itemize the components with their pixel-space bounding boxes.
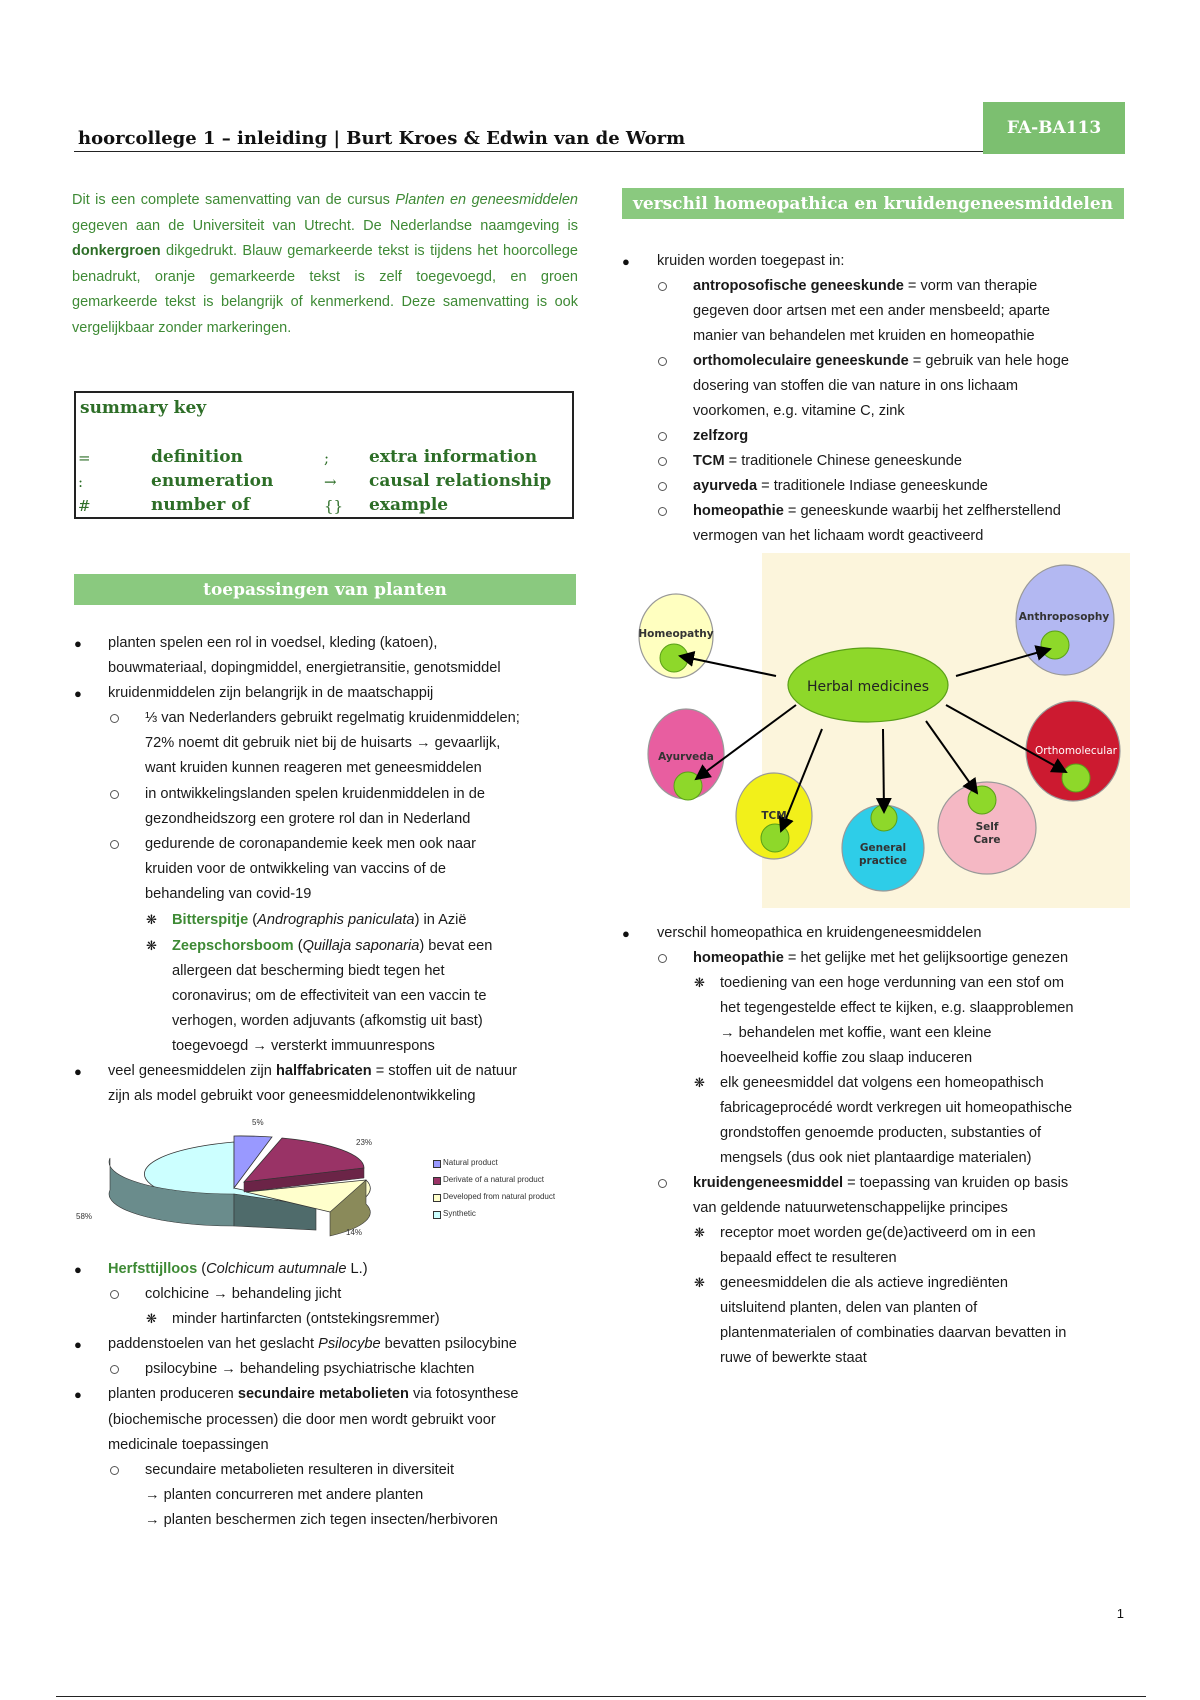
legend-label: Synthetic bbox=[443, 1209, 476, 1218]
summary-key-title: summary key bbox=[80, 398, 207, 418]
key-symbol: = bbox=[78, 449, 91, 467]
dot-homeopathy bbox=[660, 644, 688, 672]
star-bullet: ❋ bbox=[694, 1075, 705, 1090]
sub-bullet bbox=[658, 357, 667, 366]
text-line: → planten beschermen zich tegen insecten/herbivoren bbox=[145, 1512, 498, 1528]
pie-label: 5% bbox=[252, 1118, 264, 1127]
header-rule bbox=[74, 151, 1124, 152]
label-orthomolecular: Orthomolecular bbox=[1035, 745, 1117, 757]
text-line: minder hartinfarcten (ontstekingsremmer) bbox=[172, 1311, 440, 1327]
legend-swatch bbox=[433, 1177, 441, 1185]
bullet: ● bbox=[74, 1337, 82, 1352]
text-line: psilocybine → behandeling psychiatrische klachten bbox=[145, 1361, 475, 1377]
text-line: behandeling van covid-19 bbox=[145, 886, 312, 902]
key-label: number of bbox=[151, 495, 250, 515]
text-line: want kruiden kunnen reageren met geneesmiddelen bbox=[145, 760, 482, 776]
text-line: grondstoffen genoemde producten, substanties of bbox=[720, 1125, 1042, 1141]
text-line: gegeven door artsen met een ander mensbeeld; aparte bbox=[693, 303, 1050, 319]
dot-orthomolecular bbox=[1062, 764, 1090, 792]
star-bullet: ❋ bbox=[694, 1275, 705, 1290]
key-label: extra information bbox=[369, 447, 538, 467]
text-line: gedurende de coronapandemie keek men ook naar bbox=[145, 836, 477, 852]
sub-bullet bbox=[110, 840, 119, 849]
legend-swatch bbox=[433, 1211, 441, 1219]
label-homeopathy: Homeopathy bbox=[638, 628, 714, 640]
label-general: General bbox=[859, 842, 907, 854]
text-line: → behandelen met koffie, want een kleine bbox=[720, 1025, 992, 1041]
bullet: ● bbox=[622, 926, 630, 941]
bullet: ● bbox=[74, 1064, 82, 1079]
legend-label: Derivate of a natural product bbox=[443, 1175, 544, 1184]
text-line: ruwe of bewerkte staat bbox=[720, 1350, 867, 1366]
sub-bullet bbox=[658, 507, 667, 516]
text-line: verhogen, worden adjuvants (afkomstig uit bast) bbox=[172, 1013, 483, 1029]
key-label: enumeration bbox=[151, 471, 274, 491]
text-line: orthomoleculaire geneeskunde = gebruik van hele hoge bbox=[693, 353, 1069, 369]
legend-swatch bbox=[433, 1160, 441, 1168]
star-bullet: ❋ bbox=[146, 912, 157, 927]
text-line: voorkomen, e.g. vitamine C, zink bbox=[693, 403, 905, 419]
bullet: ● bbox=[622, 254, 630, 269]
legend-label: Developed from natural product bbox=[443, 1192, 556, 1201]
bullet: ● bbox=[74, 636, 82, 651]
sub-bullet bbox=[110, 1365, 119, 1374]
star-bullet: ❋ bbox=[694, 975, 705, 990]
key-symbol: # bbox=[78, 497, 91, 515]
text-line: dosering van stoffen die van nature in ons lichaam bbox=[693, 378, 1019, 394]
text-line: homeopathie = geneeskunde waarbij het zelfherstellend bbox=[693, 503, 1061, 519]
text-line: medicinale toepassingen bbox=[108, 1437, 269, 1453]
bullet: ● bbox=[74, 1262, 82, 1277]
dot-tcm bbox=[761, 824, 789, 852]
sub-bullet bbox=[658, 482, 667, 491]
footer-rule bbox=[56, 1696, 1146, 1697]
text-line: plantenmaterialen of combinaties daarvan bevatten in bbox=[720, 1325, 1067, 1341]
sub-bullet bbox=[658, 1179, 667, 1188]
text-line: ⅓ van Nederlanders gebruikt regelmatig kruidenmiddelen; bbox=[145, 710, 520, 726]
text-line: 72% noemt dit gebruik niet bij de huisarts → gevaarlijk, bbox=[145, 735, 501, 751]
text-line: allergeen dat bescherming biedt tegen het bbox=[172, 963, 445, 979]
text-line: ayurveda = traditionele Indiase geneeskunde bbox=[693, 478, 988, 494]
text-line: elk geneesmiddel dat volgens een homeopathisch bbox=[720, 1075, 1044, 1091]
sub-bullet bbox=[110, 1290, 119, 1299]
sub-bullet bbox=[658, 457, 667, 466]
text-line: veel geneesmiddelen zijn halffabricaten = stoffen uit de natuur bbox=[108, 1063, 518, 1079]
text-line: het tegengestelde effect te kijken, e.g. slaapproblemen bbox=[720, 1000, 1074, 1016]
label-tcm: TCM bbox=[761, 810, 787, 822]
text-line: Herfsttijlloos (Colchicum autumnale L.) bbox=[108, 1261, 368, 1277]
pie-label: 58% bbox=[76, 1212, 93, 1221]
dot-ayurveda bbox=[674, 772, 702, 800]
text-line: in ontwikkelingslanden spelen kruidenmiddelen in de bbox=[145, 786, 485, 802]
text-line: Zeepschorsboom (Quillaja saponaria) bevat een bbox=[172, 938, 493, 954]
text-line: manier van behandelen met kruiden en homeopathie bbox=[693, 328, 1035, 344]
text-line: kruidenmiddelen zijn belangrijk in de maatschappij bbox=[108, 685, 434, 701]
text-line: hoeveelheid koffie zou slaap induceren bbox=[720, 1050, 973, 1066]
legend-swatch bbox=[433, 1194, 441, 1202]
label-self: Self bbox=[975, 821, 999, 833]
arrow-general-practice bbox=[883, 729, 884, 812]
text-line: zijn als model gebruikt voor geneesmiddelenontwikkeling bbox=[108, 1088, 476, 1104]
text-line: antroposofische geneeskunde = vorm van therapie bbox=[693, 278, 1038, 294]
sub-bullet bbox=[658, 954, 667, 963]
key-symbol: {} bbox=[324, 497, 344, 515]
document-title: hoorcollege 1 – inleiding | Burt Kroes & Edwin van de Worm bbox=[78, 128, 686, 149]
text-line: TCM = traditionele Chinese geneeskunde bbox=[693, 453, 962, 469]
key-symbol: → bbox=[324, 473, 337, 491]
section-title-verschil: verschil homeopathica en kruidengeneesmiddelen bbox=[622, 188, 1124, 219]
sub-bullet bbox=[110, 790, 119, 799]
herbal-medicines-diagram bbox=[634, 553, 1130, 908]
label-care: Care bbox=[973, 834, 1001, 846]
star-bullet: ❋ bbox=[146, 938, 157, 953]
label-herbal-medicines: Herbal medicines bbox=[806, 679, 930, 695]
text-line: toegevoegd → versterkt immuunrespons bbox=[172, 1038, 435, 1054]
text-line: coronavirus; om de effectiviteit van een vaccin te bbox=[172, 988, 487, 1004]
text-line: homeopathie = het gelijke met het gelijksoortige genezen bbox=[693, 950, 1069, 966]
bullet: ● bbox=[74, 686, 82, 701]
sub-bullet bbox=[110, 1466, 119, 1475]
text-line: bepaald effect te resulteren bbox=[720, 1250, 897, 1266]
key-label: example bbox=[369, 495, 449, 515]
sub-bullet bbox=[658, 432, 667, 441]
label-ayurveda: Ayurveda bbox=[658, 751, 714, 763]
text-line: kruiden voor de ontwikkeling van vaccins of de bbox=[145, 861, 446, 877]
key-label: causal relationship bbox=[369, 471, 552, 491]
text-line: secundaire metabolieten resulteren in diversiteit bbox=[145, 1462, 455, 1478]
text-line: toediening van een hoge verdunning van een stof om bbox=[720, 975, 1065, 991]
star-bullet: ❋ bbox=[146, 1311, 157, 1326]
text-line: kruidengeneesmiddel = toepassing van kruiden op basis bbox=[693, 1175, 1069, 1191]
text-line: planten spelen een rol in voedsel, kleding (katoen), bbox=[108, 635, 438, 651]
pie-label: 14% bbox=[346, 1228, 363, 1237]
text-line: kruiden worden toegepast in: bbox=[657, 253, 845, 269]
dot-self-care bbox=[968, 786, 996, 814]
key-symbol: : bbox=[78, 473, 84, 491]
text-line: verschil homeopathica en kruidengeneesmiddelen bbox=[657, 925, 982, 941]
text-line: → planten concurreren met andere planten bbox=[145, 1487, 424, 1503]
text-line: (biochemische processen) die door men wordt gebruikt voor bbox=[108, 1412, 496, 1428]
text-line: van geldende natuurwetenschappelijke principes bbox=[693, 1200, 1008, 1216]
key-label: definition bbox=[151, 447, 243, 467]
label-anthroposophy: Anthroposophy bbox=[1018, 611, 1110, 623]
text-line: Bitterspitje (Andrographis paniculata) in Azië bbox=[172, 912, 467, 928]
text-line: vermogen van het lichaam wordt geactiveerd bbox=[693, 528, 984, 544]
pie-label: 23% bbox=[356, 1138, 373, 1147]
section-title-toepassingen: toepassingen van planten bbox=[74, 574, 576, 605]
page-number: 1 bbox=[1116, 1606, 1124, 1621]
label-practice: practice bbox=[859, 855, 907, 867]
text-line: uitsluitend planten, delen van planten of bbox=[720, 1300, 978, 1316]
text-line: planten produceren secundaire metabolieten via fotosynthese bbox=[108, 1386, 519, 1402]
text-line: fabricageprocédé wordt verkregen uit homeopathische bbox=[720, 1100, 1073, 1116]
star-bullet: ❋ bbox=[694, 1225, 705, 1240]
bullet: ● bbox=[74, 1387, 82, 1402]
text-line: geneesmiddelen die als actieve ingrediënten bbox=[720, 1275, 1009, 1291]
text-line: bouwmateriaal, dopingmiddel, energietransitie, genotsmiddel bbox=[108, 660, 501, 676]
intro-paragraph: Dit is een complete samenvatting van de cursus Planten en geneesmiddelen gegeven aan de Universiteit van Utrecht. De Nederlandse naamgeving is donkergroen dikgedrukt. Blauw gemarkeerde tekst is tijdens het hoorcollege benadrukt, oranje gemarkeerde tekst is zelf toegevoegd, en groen gemarkeerde tekst is belangrijk of kenmerkend. Deze samenvatting is ook vergelijkbaar zonder markeringen. bbox=[72, 192, 578, 336]
text-line: zelfzorg bbox=[693, 428, 749, 444]
sub-bullet bbox=[110, 714, 119, 723]
text-line: colchicine → behandeling jicht bbox=[145, 1286, 342, 1302]
text-line: gezondheidszorg een grotere rol dan in Nederland bbox=[145, 811, 471, 827]
key-symbol: ; bbox=[324, 449, 330, 467]
summary-key-box bbox=[74, 391, 574, 519]
course-code-badge: FA-BA113 bbox=[983, 102, 1125, 154]
text-line: receptor moet worden ge(de)activeerd om in een bbox=[720, 1225, 1036, 1241]
legend-label: Natural product bbox=[443, 1158, 498, 1167]
text-line: mengsels (dus ook niet plantaardige materialen) bbox=[720, 1150, 1032, 1166]
text-line: paddenstoelen van het geslacht Psilocybe bevatten psilocybine bbox=[108, 1336, 517, 1352]
dot-anthroposophy bbox=[1041, 631, 1069, 659]
sub-bullet bbox=[658, 282, 667, 291]
